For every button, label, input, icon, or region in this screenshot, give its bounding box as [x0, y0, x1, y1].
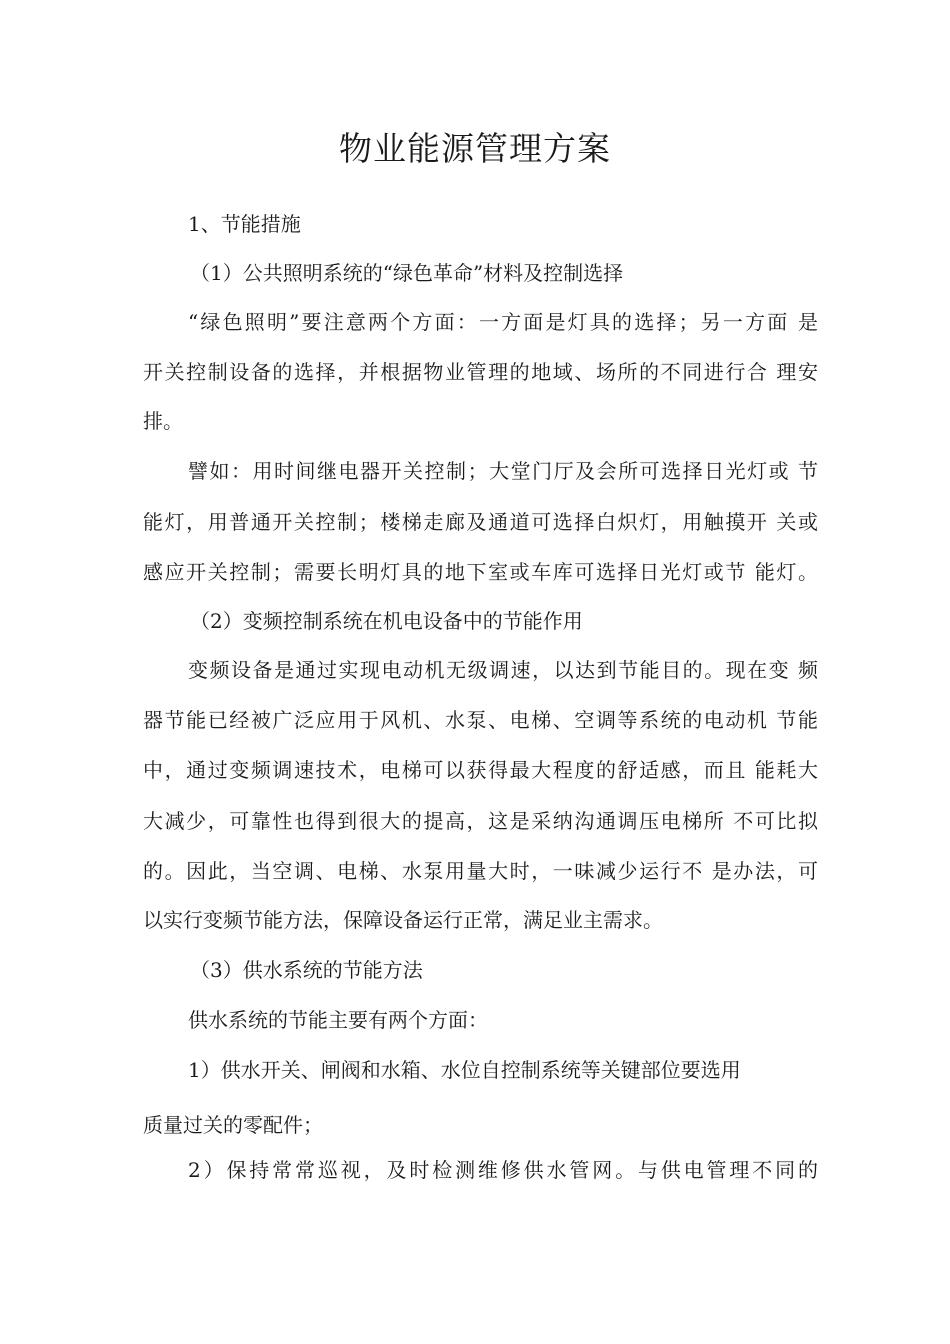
paragraph-line: 譬如：用时间继电器开关控制；大堂门厅及会所可选择日光灯或 节	[188, 459, 818, 483]
paragraph-line: 器节能已经被广泛应用于风机、水泵、电梯、空调等系统的电动机 节能	[143, 708, 818, 732]
paragraph-line: “绿色照明”要注意两个方面：一方面是灯具的选择；另一方面 是	[188, 310, 818, 334]
paragraph-line: 能灯，用普通开关控制；楼梯走廊及通道可选择白炽灯，用触摸开 关或	[143, 510, 818, 534]
paragraph-line: 供水系统的节能主要有两个方面：	[188, 1008, 488, 1032]
list-item-line: 质量过关的零配件；	[143, 1113, 323, 1137]
paragraph-line: 开关控制设备的选择，并根据物业管理的地域、场所的不同进行合 理安	[143, 360, 818, 384]
paragraph-line: 大减少，可靠性也得到很大的提高，这是采纳沟通调压电梯所 不可比拟	[143, 809, 818, 833]
list-item-line: 2）保持常常巡视，及时检测维修供水管网。与供电管理不同的	[188, 1158, 818, 1182]
paragraph-line: 以实行变频节能方法，保障设备运行正常，满足业主需求。	[143, 908, 663, 932]
paragraph-line: 中，通过变频调速技术，电梯可以获得最大程度的舒适感，而且 能耗大	[143, 758, 818, 782]
subsection-heading: （3）供水系统的节能方法	[190, 958, 423, 982]
paragraph-line: 变频设备是通过实现电动机无级调速，以达到节能目的。现在变 频	[188, 658, 818, 682]
document-title: 物业能源管理方案	[339, 129, 611, 168]
paragraph-line: 感应开关控制；需要长明灯具的地下室或车库可选择日光灯或节 能灯。	[143, 560, 818, 584]
subsection-heading: （1）公共照明系统的“绿色革命”材料及控制选择	[190, 261, 624, 285]
paragraph-line: 排。	[143, 409, 183, 433]
paragraph-line: 的。因此，当空调、电梯、水泵用量大时，一味减少运行不 是办法，可	[143, 859, 818, 883]
subsection-heading: （2）变频控制系统在机电设备中的节能作用	[190, 609, 583, 633]
list-item-line: 1）供水开关、闸阀和水箱、水位自控制系统等关键部位要选用	[188, 1058, 741, 1082]
section-heading: 1、节能措施	[188, 212, 301, 236]
